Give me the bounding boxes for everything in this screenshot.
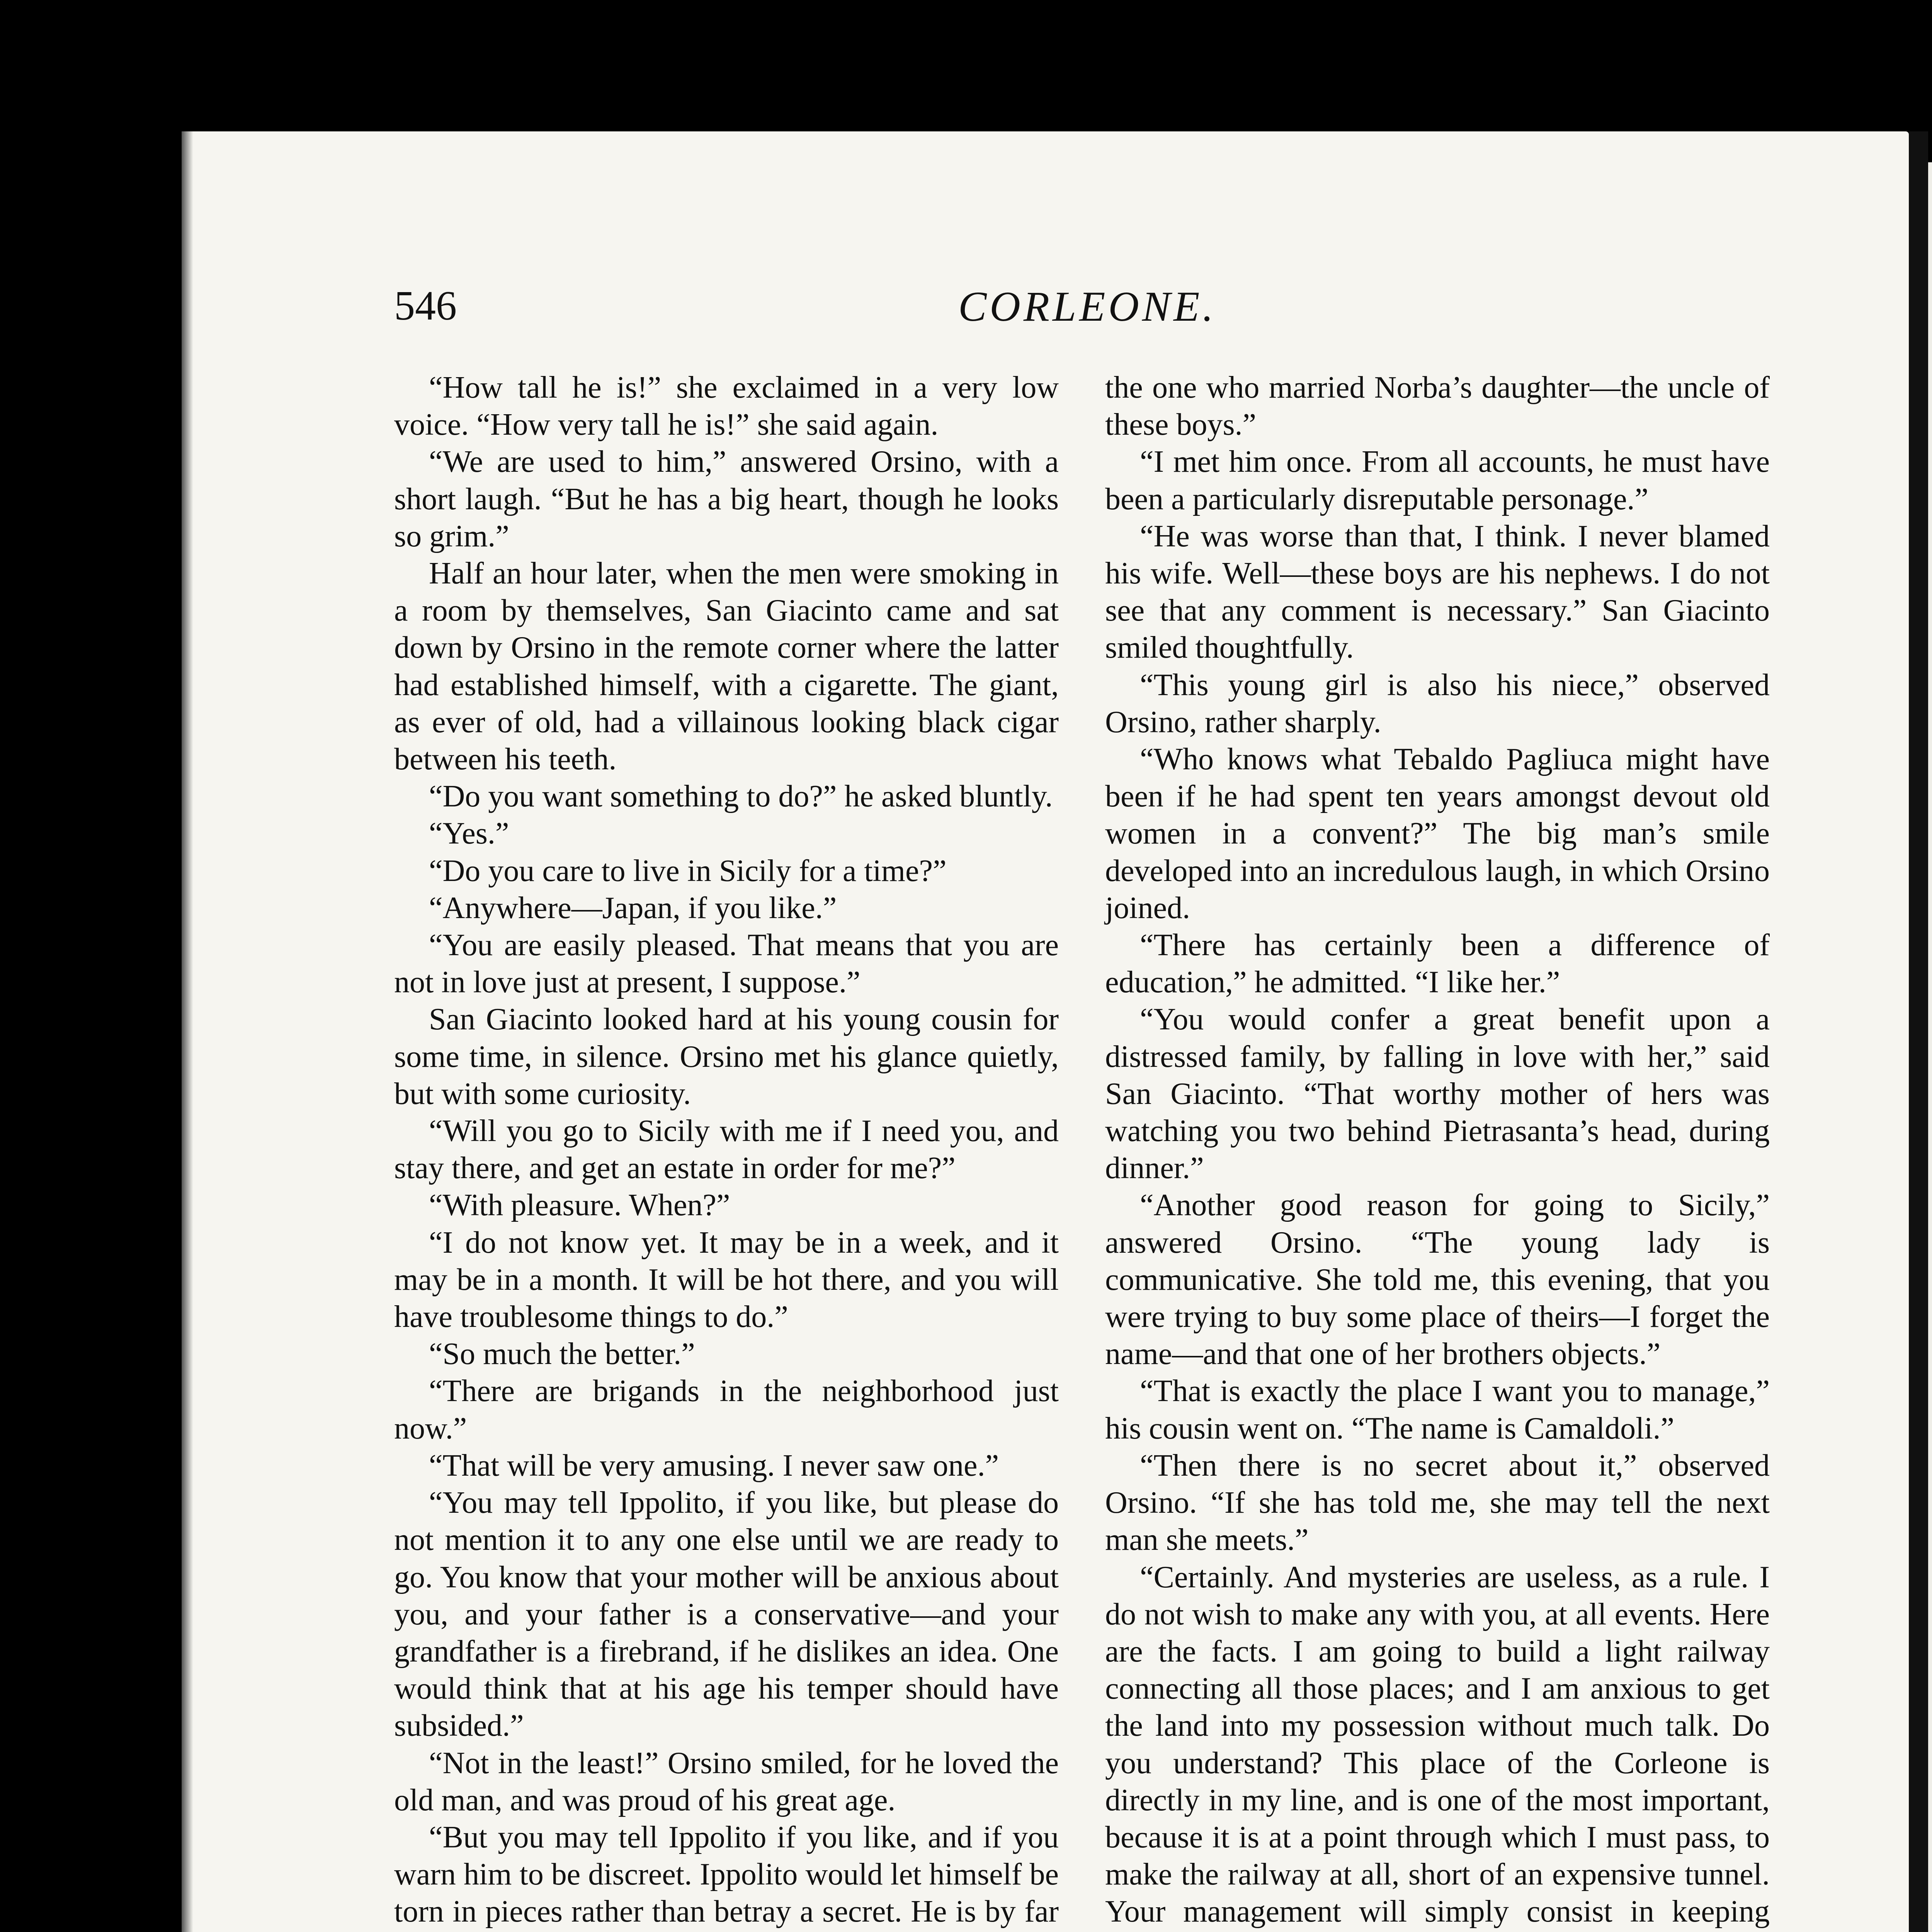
paragraph: “Who knows what Tebaldo Pagliuca might have been if he had spent ten years amongst devout old women in a convent?” The big man’s smile developed into an incredulous laugh, in which Orsino joined. bbox=[1105, 742, 1770, 925]
paragraph: “You would confer a great benefit upon a distressed family, by falling in love with her,” said San Giacinto. “That worthy mother of hers was watching you two behind Pietrasanta’s head, during dinner.” bbox=[1105, 1002, 1770, 1185]
right-column bbox=[1105, 369, 1770, 1932]
paragraph: the one who married Norba’s daughter—the uncle of these boys.” bbox=[1105, 371, 1770, 442]
paragraph: San Giacinto looked hard at his young cousin for some time, in silence. Orsino met his glance quietly, but with some curiosity. bbox=[394, 1002, 1059, 1111]
paragraph: “There has certainly been a difference of education,” he admitted. “I like her.” bbox=[1105, 928, 1770, 1000]
page-number: 546 bbox=[394, 283, 457, 329]
paragraph: “Anywhere—Japan, if you like.” bbox=[429, 891, 837, 925]
paragraph: Half an hour later, when the men were smoking in a room by themselves, San Giacinto came and sat down by Orsino in the remote corner where the latter had established himself, with a cigarette. The giant, as ever of old, had a villainous looking black cigar between his teeth. bbox=[394, 556, 1059, 777]
paragraph: “I do not know yet. It may be in a week, and it may be in a month. It will be hot there, and you will have troublesome things to do.” bbox=[394, 1225, 1059, 1334]
paragraph: “Yes.” bbox=[429, 816, 509, 851]
paragraph: “Do you care to live in Sicily for a time?” bbox=[429, 854, 947, 888]
paragraph: “Another good reason for going to Sicily,” answered Orsino. “The young lady is communicative. She told me, this evening, that you were trying to buy some place of theirs—I forget the name—and that one of her brothers objects.” bbox=[1105, 1188, 1770, 1371]
paragraph: “You may tell Ippolito, if you like, but please do not mention it to any one else until we are ready to go. You know that your mother will be anxious about you, and your father is a conservative—and your grandfather is a firebrand, if he dislikes an idea. One would think that at his age his temper should have subsided.” bbox=[394, 1486, 1059, 1743]
paragraph: “He was worse than that, I think. I never blamed his wife. Well—these boys are his nephews. I do not see that any comment is necessary.” San Giacinto smiled thoughtfully. bbox=[1105, 519, 1770, 665]
paragraph: “Certainly. And mysteries are useless, as a rule. I do not wish to make any with you, at all events. Here are the facts. I am going to build a light railway connecting all those places; and I am anxious to get the land into my possession without much talk. Do you understand? This place of the Corleone is directly in my line, and is one of the most important, because it is at a point through which I must pass, to make the railway at all, short of an expensive tunnel. Your management will simply consist in keeping bbox=[1105, 1560, 1770, 1929]
paragraph: “So much the better.” bbox=[429, 1337, 695, 1371]
paragraph: “Will you go to Sicily with me if I need you, and stay there, and get an estate in order for me?” bbox=[394, 1114, 1059, 1185]
paragraph: “Do you want something to do?” he asked bluntly. bbox=[429, 779, 1053, 814]
left-column bbox=[394, 369, 1059, 1932]
page-left-shadow bbox=[182, 131, 193, 1932]
paragraph: “There are brigands in the neighborhood just now.” bbox=[394, 1374, 1059, 1446]
paragraph: “I met him once. From all accounts, he must have been a particularly disreputable personage.” bbox=[1105, 445, 1770, 516]
paragraph: “With pleasure. When?” bbox=[429, 1188, 730, 1223]
paragraph: “How tall he is!” she exclaimed in a very low voice. “How very tall he is!” she said again. bbox=[394, 371, 1059, 442]
facing-page-edge bbox=[1928, 162, 1932, 1932]
paragraph: “But you may tell Ippolito if you like, and if you warn him to be discreet. Ippolito would let himself be torn in pieces rather than betray a secret. He is by far bbox=[394, 1820, 1059, 1929]
page-gutter bbox=[1909, 131, 1928, 1932]
paragraph: “Then there is no secret about it,” observed Orsino. “If she has told me, she may tell the next man she meets.” bbox=[1105, 1448, 1770, 1557]
running-title: CORLEONE. bbox=[958, 283, 1216, 330]
paragraph: “This young girl is also his niece,” observed Orsino, rather sharply. bbox=[1105, 668, 1770, 739]
paragraph: “That is exactly the place I want you to manage,” his cousin went on. “The name is Camaldoli.” bbox=[1105, 1374, 1770, 1446]
paragraph: “Not in the least!” Orsino smiled, for he loved the old man, and was proud of his great age. bbox=[394, 1746, 1059, 1817]
paragraph: “You are easily pleased. That means that you are not in love just at present, I suppose.” bbox=[394, 928, 1059, 1000]
paragraph: “We are used to him,” answered Orsino, with a short laugh. “But he has a big heart, though he looks so grim.” bbox=[394, 445, 1059, 553]
paragraph: “That will be very amusing. I never saw one.” bbox=[429, 1448, 999, 1483]
